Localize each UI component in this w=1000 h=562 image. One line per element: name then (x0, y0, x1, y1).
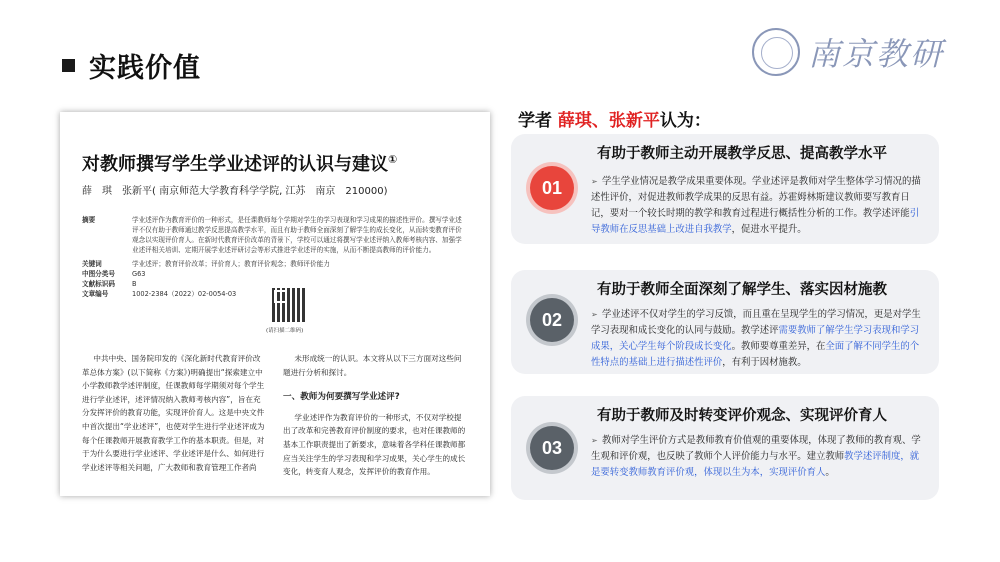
card-number-badge: 01 (530, 166, 574, 210)
card-text: ➢ 教师对学生评价方式是教师教育价值观的重要体现，体现了教师的教育观、学生观和评价观，也反映了教师个人评价能力与水平。建立教师教学述评制度，就是要转变教师教育评价观，体现以生为本，实现评价育人。 (591, 435, 921, 478)
paper-abstract: 摘要 学业述评作为教育评价的一种形式，是任课教师每个学期对学生的学习表现和学习成果的描述性评价。撰写学业述评不仅有助于教师通过教学反思提高教学水平，而且有助于教师全面深刻了解学生的成长变化，从而转变教育评价观念以实现评价育人。在新时代教育评价改革的背景下，学校可以通过将撰写学业述评纳入教师考核内容、加强学业述评相关培训、定期开展学业述评研讨会等形式推进学业述评的实施，从而不断提高教师的评价能力。 (82, 216, 462, 254)
card-text: ➢ 学业述评不仅对学生的学习反馈，而且重在呈现学生的学习情况，更是对学生学习表现和成长变化的认同与鼓励。教学述评需要教师了解学生学习表现和学习成果，关心学生每个阶段成长变化。教师要尊重差异，在全面了解不同学生的个性特点的基础上进行描述性评价，有利于因材施教。 (591, 309, 921, 368)
paper-article-id: 文章编号 1002-2384（2022）02-0054-03 (82, 290, 237, 298)
qr-caption: (请扫描二维码) (266, 328, 304, 334)
value-card-2 (511, 270, 939, 374)
card-title: 有助于教师全面深刻了解学生、落实因材施教 (597, 282, 887, 298)
card-number-badge: 03 (530, 426, 574, 470)
card-text: ➢ 学生学业情况是教学成果重要体现。学业述评是教师对学生整体学习情况的描述性评价，对促进教师教学成果的反思有益。苏霍姆林斯建议教师要写教育日记，要对一个较长时期的教学和教育过程进行概括性分析的工作。教学述评能引导教师在反思基础上改进自我教学，促进水平提升。 (591, 176, 921, 235)
value-card-3 (511, 396, 939, 500)
arrow-bullet-icon: ➢ (591, 177, 598, 186)
paper-authors: 薛 琪 张新平( 南京师范大学教育科学学院, 江苏 南京 210000) (82, 186, 388, 197)
paper-section-heading: 一、教师为何要撰写学业述评? (283, 392, 400, 403)
square-bullet-icon (62, 59, 75, 72)
arrow-bullet-icon: ➢ (591, 310, 598, 319)
logo (752, 28, 944, 76)
logo-text: 南京教研 (808, 35, 945, 73)
qr-code-icon (272, 288, 306, 322)
paper-classification: 中图分类号 G63 (82, 270, 146, 278)
paper-paragraph: 未形成统一的认识。本文将从以下三方面对这些问题进行分析和探讨。 (283, 354, 462, 377)
section-heading (62, 46, 201, 85)
card-title: 有助于教师主动开展教学反思、提高教学水平 (597, 146, 887, 162)
paper-column-right (283, 352, 468, 479)
page-title: 实践价值 (89, 53, 201, 84)
university-seal-icon (752, 28, 800, 76)
value-card-1 (511, 134, 939, 244)
paper-body (82, 352, 468, 479)
arrow-bullet-icon: ➢ (591, 436, 598, 445)
paper-document-code: 文献标识码 B (82, 280, 137, 288)
paper-title: 对教师撰写学生学业述评的认识与建议① (82, 153, 398, 175)
scholars-names: 薛琪、张新平 (557, 111, 660, 131)
scholars-heading (518, 106, 711, 131)
scholars-suffix: 认为： (659, 111, 711, 131)
paper-excerpt-image (60, 112, 490, 496)
paper-column-left: 中共中央、国务院印发的《深化新时代教育评价改革总体方案》(以下简称《方案》)明确提出“探索建立中小学教师教学述评制度，任课教师每学期须对每个学生进行学业述评，述评情况纳入教师考核内容”，旨在充分发挥评价的教育功能，实现评价育人。这是中央文件中首次提出“学业述评”，也使对学生进行学业述评成为每个任课教师开展教育教学工作的基本职责。但是，对于为什么要进行学业述评、学业述评是什么、如何进行学业述评等相关问题，广大教师和教育管理工作者尚 (82, 354, 265, 472)
paper-paragraph: 学业述评作为教育评价的一种形式，不仅对学校提出了改革和完善教育评价制度的要求，也对任课教师的基本工作职责提出了新要求，意味着各学科任课教师都应当关注学生的学习表现和学习成果，关心学生的成长变化，转变育人观念，发挥评价的教育作用。 (283, 412, 466, 477)
scholars-prefix: 学者 (518, 111, 552, 131)
card-title: 有助于教师及时转变评价观念、实现评价育人 (597, 408, 887, 424)
paper-keywords: 关键词 学业述评；教育评价改革；评价育人；教育评价观念；教师评价能力 (82, 260, 330, 268)
card-number-badge: 02 (530, 298, 574, 342)
